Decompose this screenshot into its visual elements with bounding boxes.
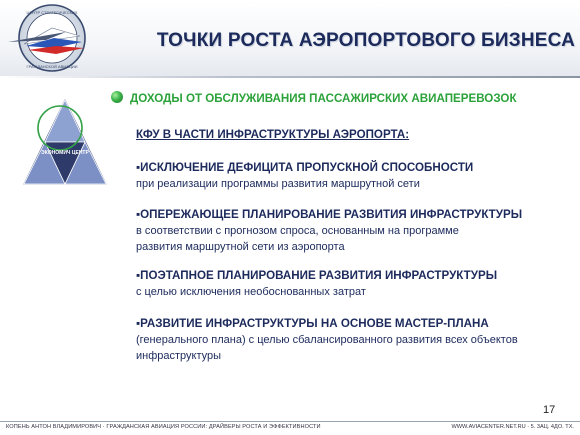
item-heading: ▪ОПЕРЕЖАЮЩЕЕ ПЛАНИРОВАНИЕ РАЗВИТИЯ ИНФРАСТРУКТУРЫ <box>136 208 523 221</box>
footer-author-text: КОПЕНЬ АНТОН ВЛАДИМИРОВИЧ · ГРАЖДАНСКАЯ АВИАЦИЯ РОССИИ: ДРАЙВЕРЫ РОСТА И ЭФФЕКТИВНОСТИ <box>6 424 321 430</box>
pyramid-center-label: ЭКОНОМИЧ ЦЕНТР <box>41 150 89 156</box>
section-heading: ДОХОДЫ ОТ ОБСЛУЖИВАНИЯ ПАССАЖИРСКИХ АВИАПЕРЕВОЗОК <box>130 92 517 105</box>
green-bullet-icon <box>111 91 123 103</box>
list-item <box>136 160 576 192</box>
list-item <box>136 268 576 300</box>
list-item <box>136 207 576 255</box>
slide-title: ТОЧКИ РОСТА АЭРОПОРТОВОГО БИЗНЕСА <box>156 30 575 51</box>
footer-site-text: WWW.AVIACENTER.NET.RU · 5. 3АЦ. 4ДО. ТХ. <box>451 424 574 430</box>
item-description: (генерального плана) с целью сбалансированного развития всех объектов инфраструктуры <box>136 334 518 362</box>
pyramid-diagram <box>22 92 108 190</box>
list-item <box>136 316 576 364</box>
item-heading: ▪ИСКЛЮЧЕНИЕ ДЕФИЦИТА ПРОПУСКНОЙ СПОСОБНОСТИ <box>136 161 474 174</box>
academy-logo-icon <box>6 2 94 74</box>
header-divider <box>0 76 580 78</box>
svg-text:ЦЕНТР СТРАТЕГИЧЕСКИХ: ЦЕНТР СТРАТЕГИЧЕСКИХ <box>26 10 78 15</box>
item-heading: ▪РАЗВИТИЕ ИНФРАСТРУКТУРЫ НА ОСНОВЕ МАСТЕР-ПЛАНА <box>136 317 489 330</box>
footer-divider <box>0 421 580 422</box>
page-number: 17 <box>543 404 556 416</box>
item-description: в соответствии с прогнозом спроса, основанным на программе развития маршрутной сети из аэропорта <box>136 225 459 253</box>
svg-text:ГРАЖДАНСКОЙ АВИАЦИИ: ГРАЖДАНСКОЙ АВИАЦИИ <box>26 64 78 69</box>
item-description: при реализации программы развития маршрутной сети <box>136 178 420 190</box>
item-heading: ▪ПОЭТАПНОЕ ПЛАНИРОВАНИЕ РАЗВИТИЯ ИНФРАСТРУКТУРЫ <box>136 269 498 282</box>
item-description: с целью исключения необоснованных затрат <box>136 286 366 298</box>
kfu-subheading: КФУ В ЧАСТИ ИНФРАСТРУКТУРЫ АЭРОПОРТА: <box>136 128 410 141</box>
